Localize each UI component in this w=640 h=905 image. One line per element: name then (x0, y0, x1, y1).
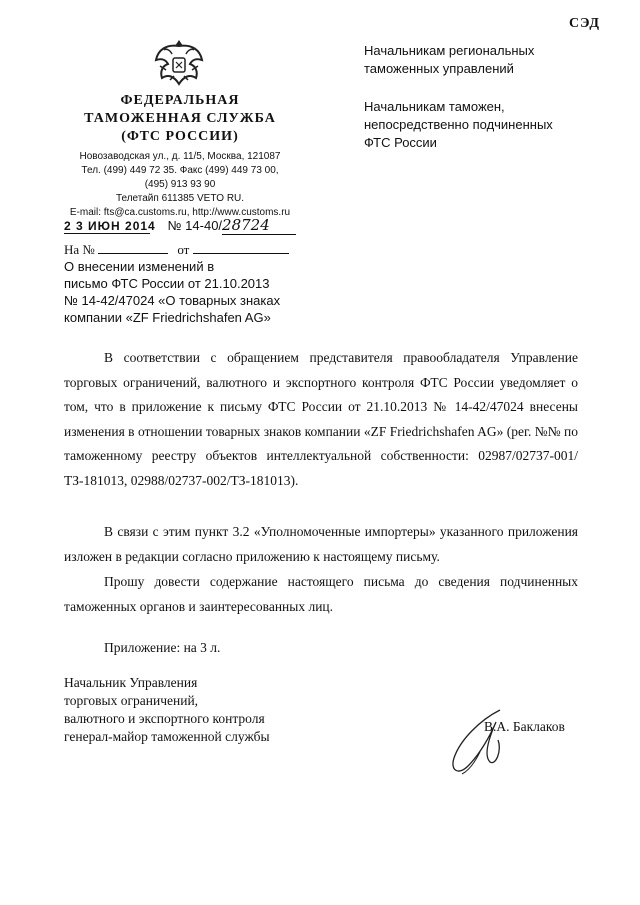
address-line: Новозаводская ул., д. 11/5, Москва, 121087 (79, 151, 281, 162)
signatory-name: В.А. Баклаков (484, 719, 565, 734)
registration-date: 2 3 ИЮН 2014 (64, 219, 156, 233)
reference-line (64, 242, 289, 258)
subject-line: № 14-42/47024 «О товарных знаках (64, 293, 281, 308)
signatory-title (64, 674, 334, 746)
registration-number-handwritten: 28724 (222, 216, 296, 235)
attachment-note: Приложение: на 3 л. (104, 640, 221, 655)
addressee-1 (364, 42, 604, 78)
phone-line: Тел. (499) 449 72 35. Факс (499) 449 73 00, (81, 165, 279, 176)
org-name-line2: ТАМОЖЕННАЯ СЛУЖБА (84, 111, 276, 126)
letter-subject (64, 258, 294, 326)
na-label: На № (64, 242, 95, 257)
corner-mark: СЭД (568, 16, 600, 31)
signatory-line: Начальник Управления (64, 675, 198, 690)
subject-line: компании «ZF Friedrichshafen AG» (64, 310, 271, 325)
registration-line (64, 216, 296, 235)
addressee-2 (364, 98, 604, 152)
addressee-line: Начальникам таможен, (364, 99, 505, 114)
org-contacts (60, 150, 300, 220)
addressee-line: непосредственно подчиненных (364, 117, 553, 132)
double-headed-eagle-emblem (152, 36, 206, 90)
registration-number-prefix: № 14-40/ (167, 218, 223, 233)
org-name-line3: (ФТС РОССИИ) (121, 129, 239, 144)
handwritten-signature (440, 700, 520, 780)
ot-label: от (177, 242, 190, 257)
body-paragraph-3: Прошу довести содержание настоящего письма до сведения подчиненных таможенных органов и заинтересованных лиц. (64, 574, 578, 614)
addressee-line: ФТС России (364, 135, 437, 150)
signatory-line: генерал-майор таможенной службы (64, 729, 270, 744)
email-line: E-mail: fts@ca.customs.ru, http://www.customs.ru (69, 207, 291, 218)
ot-field (193, 253, 289, 254)
subject-line: О внесении изменений в (64, 259, 215, 274)
body-paragraph-2: В связи с этим пункт 3.2 «Уполномоченные импортеры» указанного приложения изложен в редакции согласно приложению к настоящему письму. (64, 524, 578, 564)
na-field (98, 253, 168, 254)
addressee-line: Начальникам региональных (364, 43, 535, 58)
subject-line: письмо ФТС России от 21.10.2013 (64, 276, 270, 291)
signatory-line: валютного и экспортного контроля (64, 711, 265, 726)
org-name-line1: ФЕДЕРАЛЬНАЯ (120, 93, 240, 108)
signatory-line: торговых ограничений, (64, 693, 199, 708)
body-paragraph-1: В соответствии с обращением представителя правообладателя Управление торговых ограничений, валютного и экспортного контроля ФТС России уведомляет о том, что в приложение к письму ФТС России от 21.10.2013 № 14-42/47024 внесены изменения в отношении товарных знаков компании «ZF Friedrichshafen AG» (рег. №№ по таможенному реестру объектов интеллектуальной собственности: 02987/02737-001/ТЗ-181013, 02988/02737-002/ТЗ-181013). (64, 350, 578, 488)
phone-line-2: (495) 913 93 90 (144, 179, 216, 190)
addressee-line: таможенных управлений (364, 61, 514, 76)
teletype-line: Телетайп 611385 VETO RU. (115, 193, 245, 204)
